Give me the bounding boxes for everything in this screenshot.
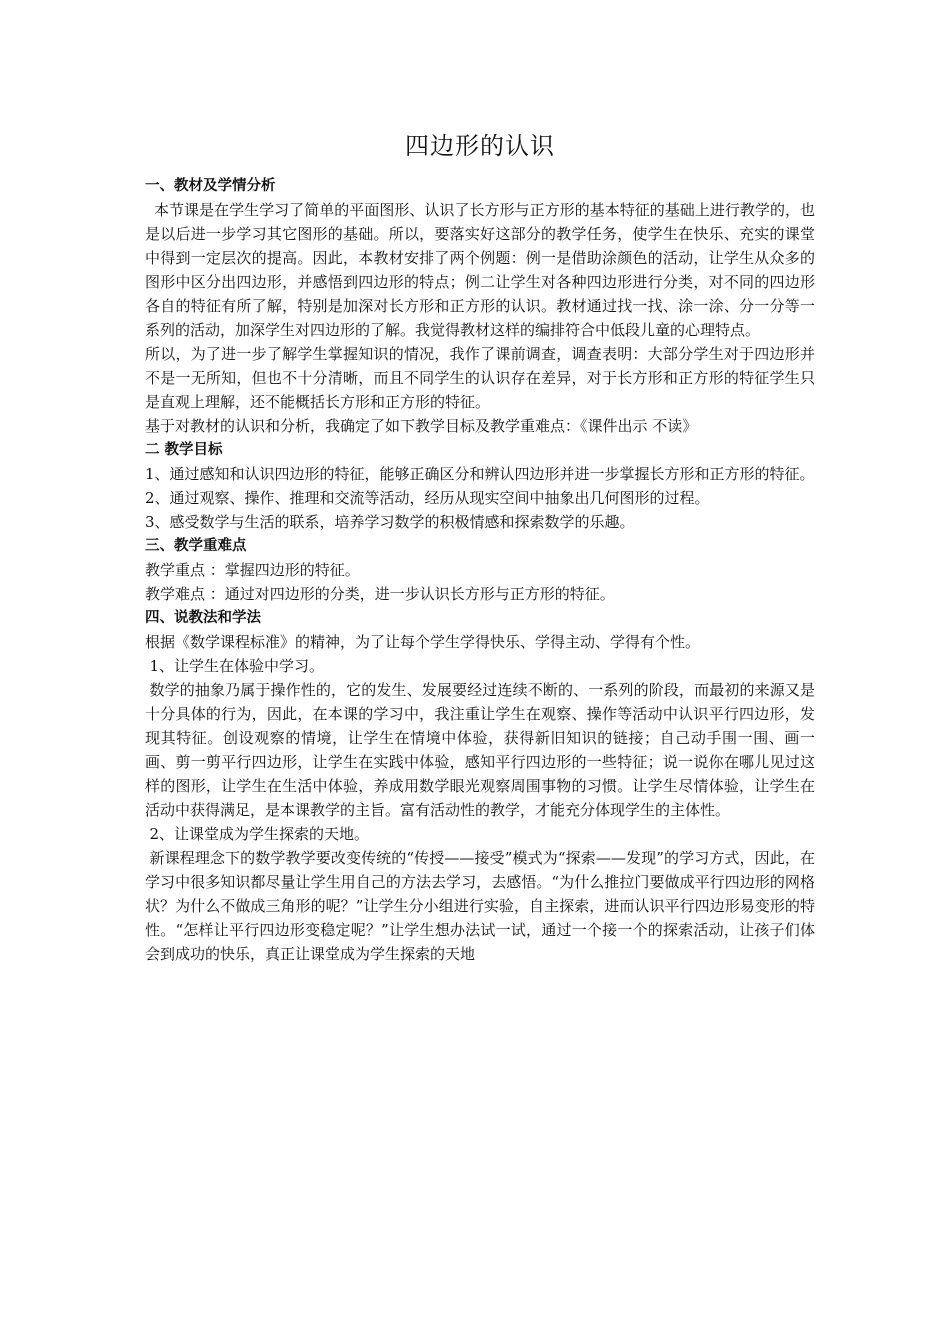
document-page [145,128,815,966]
section-textbook-analysis [145,174,815,438]
section-heading: 一、教材及学情分析 [145,178,276,194]
paragraph: 数学的抽象乃属于操作性的，它的发生、发展要经过连续不断的、一系列的阶段，而最初的来源又是十分具体的行为，因此，在本课的学习中，我注重让学生在观察、操作等活动中认识平行四边形，发现其特征。创设观察的情境，让学生在情境中体验，获得新旧知识的链接；自己动手围一围、画一画、剪一剪平行四边形，让学生在实践中体验，感知平行四边形的一些特征；说一说你在哪儿见过这样的图形，让学生在生活中体验，养成用数学眼光观察周围事物的习惯。让学生尽情体验，让学生在活动中获得满足，是本课教学的主旨。富有活动性的教学，才能充分体现学生的主体性。 [145,681,815,819]
paragraph: 新课程理念下的数学教学要改变传统的“传授——接受”模式为“探索——发现”的学习方式，因此，在学习中很多知识都尽量让学生用自己的方法去学习，去感悟。“为什么推拉门要做成平行四边形的网格状？为什么不做成三角形的呢？”让学生分小组进行实验，自主探索，进而认识平行四边形易变形的特性。“怎样让平行四边形变稳定呢？”让学生想办法试一试，通过一个接一个的探索活动，让孩子们体会到成功的快乐，真正让课堂成为学生探索的天地 [145,849,815,963]
list-item: 1、通过感知和认识四边形的特征，能够正确区分和辨认四边形并进一步掌握长方形和正方形的特征。 [145,465,815,483]
section-teaching-methods [145,606,815,966]
section-teaching-goals [145,438,815,534]
paragraph: 本节课是在学生学习了简单的平面图形、认识了长方形与正方形的基本特征的基础上进行教学的，也是以后进一步学习其它图形的基础。所以，要落实好这部分的教学任务，使学生在快乐、充实的课堂中得到一定层次的提高。因此，本教材安排了两个例题：例一是借助涂颜色的活动，让学生从众多的图形中区分出四边形，并感悟到四边形的特点；例二让学生对各种四边形进行分类，对不同的四边形各自的特征有所了解，特别是加深对长方形和正方形的认识。教材通过找一找、涂一涂、分一分等一系列的活动，加深学生对四边形的了解。我觉得教材这样的编排符合中低段儿童的心理特点。 [145,201,815,339]
paragraph: 基于对教材的认识和分析，我确定了如下教学目标及教学重难点：《课件出示 不读》 [145,417,698,435]
document-title: 四边形的认识 [405,132,555,160]
list-item: 1、让学生在体验中学习。 [149,657,325,675]
section-heading: 二 教学目标 [145,442,223,458]
section-key-difficult-points [145,534,815,606]
section-heading: 四、说教法和学法 [145,610,261,626]
list-item: 2、通过观察、操作、推理和交流等活动，经历从现实空间中抽象出几何图形的过程。 [145,489,710,507]
paragraph: 教学重点 ：掌握四边形的特征。 [145,561,360,579]
paragraph: 根据《数学课程标准》的精神，为了让每个学生学得快乐、学得主动、学得有个性。 [145,633,701,651]
section-heading: 三、教学重难点 [145,538,247,554]
paragraph: 所以，为了进一步了解学生掌握知识的情况，我作了课前调查，调查表明：大部分学生对于四边形并不是一无所知，但也不十分清晰，而且不同学生的认识存在差异，对于长方形和正方形的特征学生只是直观上理解，还不能概括长方形和正方形的特征。 [145,345,815,411]
list-item: 3、感受数学与生活的联系，培养学习数学的积极情感和探索数学的乐趣。 [145,513,635,531]
paragraph: 教学难点 ：通过对四边形的分类，进一步认识长方形与正方形的特征。 [145,585,615,603]
list-item: 2、让课堂成为学生探索的天地。 [149,825,370,843]
